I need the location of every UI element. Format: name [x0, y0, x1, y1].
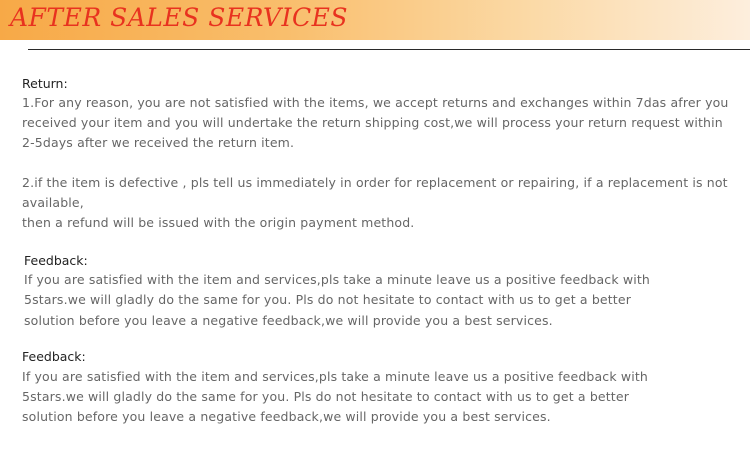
feedback-line: If you are satisfied with the item and services,pls take a minute leave us a positive feedback with — [24, 272, 650, 287]
feedback-line: solution before you leave a negative feedback,we will provide you a best services. — [24, 313, 553, 328]
feedback-line: 5stars.we will gladly do the same for you. Pls do not hesitate to contact with us to get a better — [24, 292, 631, 307]
return-line: received your item and you will undertake the return shipping cost,we will process your return request within — [22, 115, 723, 130]
banner-title: AFTER SALES SERVICES — [10, 3, 348, 32]
return-line: then a refund will be issued with the origin payment method. — [22, 215, 415, 230]
feedback-line: 5stars.we will gladly do the same for you. Pls do not hesitate to contact with us to get a better — [22, 389, 629, 404]
feedback-line: If you are satisfied with the item and services,pls take a minute leave us a positive feedback with — [22, 369, 648, 384]
return-line: available, — [22, 195, 84, 210]
return-line: 2.if the item is defective , pls tell us immediately in order for replacement or repairing, if a replacement is not — [22, 175, 728, 190]
return-line: 2-5days after we received the return item. — [22, 135, 295, 150]
feedback-heading: Feedback: — [24, 253, 88, 268]
return-heading: Return: — [22, 76, 68, 91]
feedback-line: solution before you leave a negative feedback,we will provide you a best services. — [22, 409, 551, 424]
feedback-heading: Feedback: — [22, 349, 86, 364]
divider-line — [28, 49, 750, 50]
return-line: 1.For any reason, you are not satisfied with the items, we accept returns and exchanges within 7das afrer you — [22, 95, 729, 110]
header-banner — [0, 0, 750, 40]
